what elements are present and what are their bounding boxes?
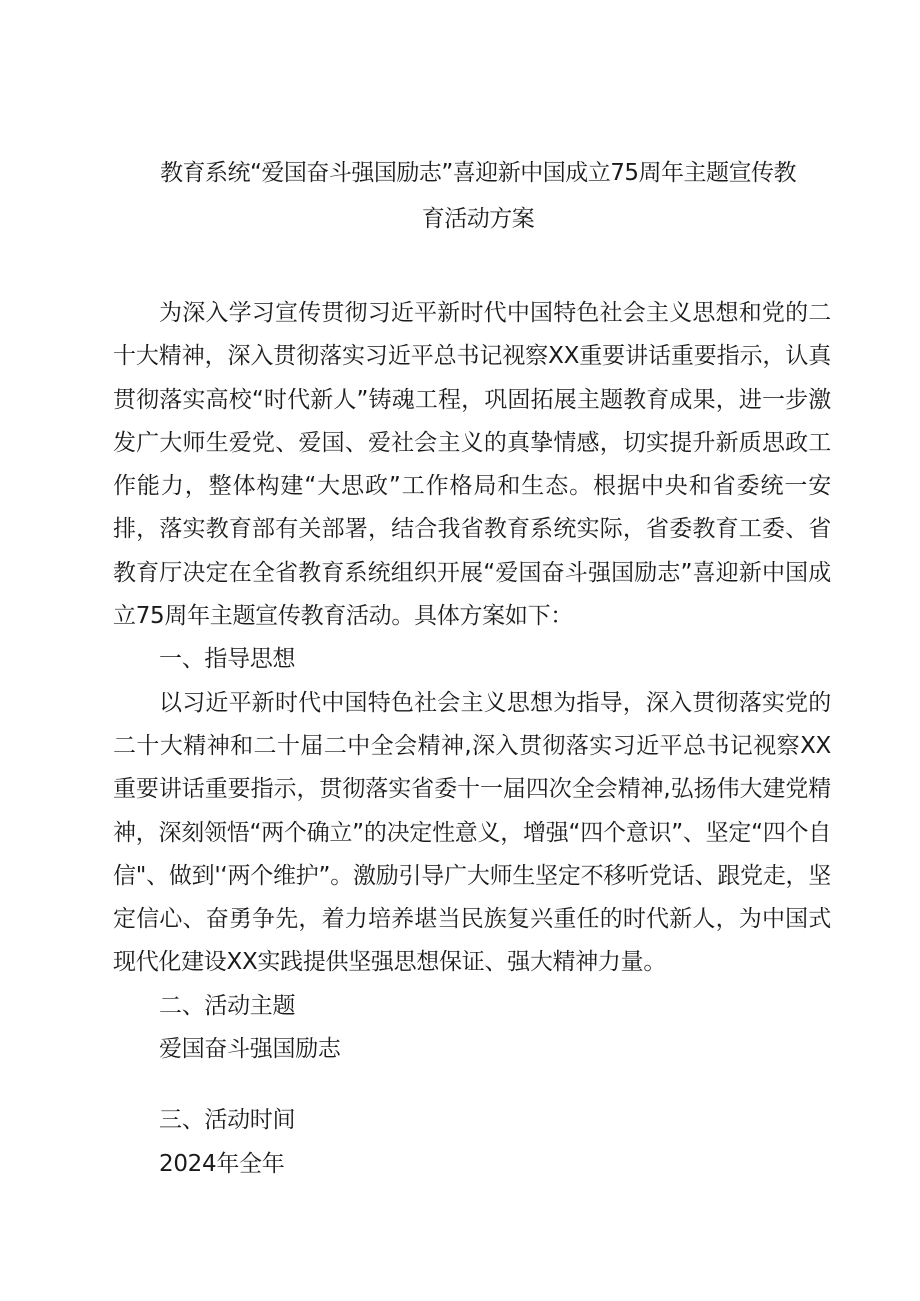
section-2-text: 爱国奋斗强国励志	[159, 1036, 341, 1063]
section-3-heading: 三、活动时间	[159, 1107, 296, 1134]
title-line-2: 育活动方案	[421, 206, 535, 232]
section-1-paragraph: 以习近平新时代中国特色社会主义思想为指导，深入贯彻落实党的二十大精神和二十届二中全会精神,深入贯彻落实习近平总书记视察XX重要讲话重要指示，贯彻落实省委十一届四次全会精神,弘扬伟大建党精神，深刻领悟“两个确立”的决定性意义，增强“四个意识”、坚定“四个自信"、做到'‘两个维护”。激励引导广大师生坚定不移听党话、跟党走，坚定信心、奋勇争先，着力培养堪当民族复兴重任的时代新人，为中国式现代化建设XX实践提供坚强思想保证、强大精神力量。	[113, 689, 831, 976]
intro-paragraph: 为深入学习宣传贯彻习近平新时代中国特色社会主义思想和党的二十大精神，深入贯彻落实习近平总书记视察XX重要讲话重要指示，认真贯彻落实高校“时代新人”铸魂工程，巩固拓展主题教育成果，进一步激发广大师生爱党、爱国、爱社会主义的真挚情感，切实提升新质思政工作能力，整体构建“大思政”工作格局和生态。根据中央和省委统一安排，落实教育部有关部署，结合我省教育系统实际，省委教育工委、省教育厅决定在全省教育系统组织开展“爱国奋斗强国励志”喜迎新中国成立75周年主题宣传教育活动。具体方案如下：	[113, 300, 831, 630]
document-body	[113, 292, 831, 1186]
title-line-1: 教育系统“爱国奋斗强国励志”喜迎新中国成立75周年主题宣传教	[159, 160, 797, 186]
section-2-heading: 二、活动主题	[159, 992, 296, 1019]
section-spacer	[113, 1071, 831, 1099]
section-3-text: 2024年全年	[159, 1150, 285, 1177]
document-title	[118, 150, 838, 242]
section-1-heading: 一、指导思想	[159, 646, 296, 673]
